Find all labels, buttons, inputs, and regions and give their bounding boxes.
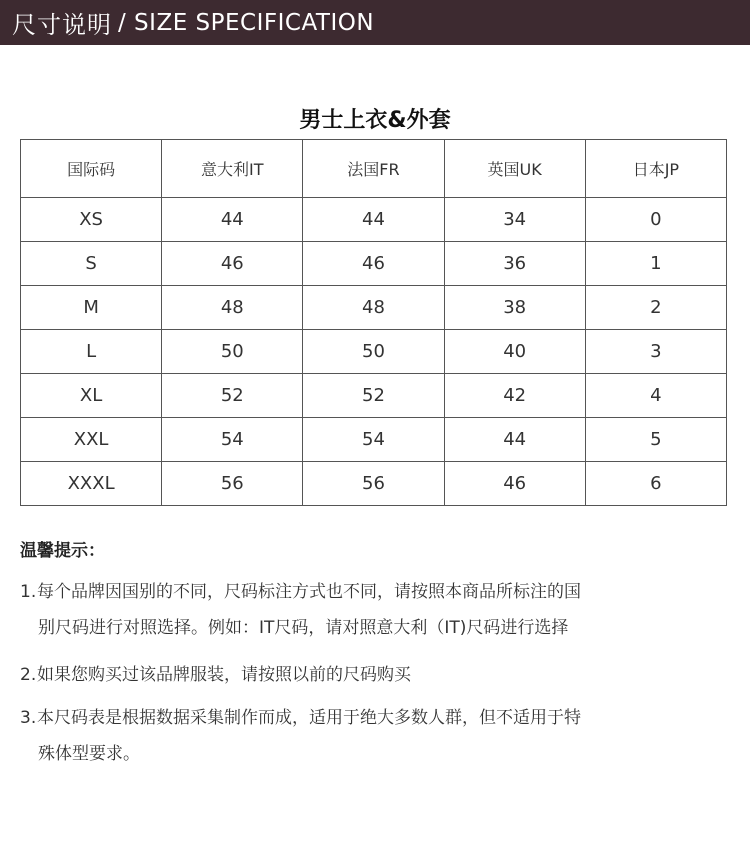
note-item-3 (20, 700, 720, 772)
note-item-2 (20, 657, 720, 693)
table-cell: L (21, 330, 162, 374)
table-cell: XS (21, 198, 162, 242)
table-cell: 54 (303, 418, 444, 462)
header-cell-intl: 国际码 (21, 140, 162, 198)
header-bar (0, 0, 750, 45)
table-cell: 46 (303, 242, 444, 286)
table-cell: 0 (585, 198, 726, 242)
note-line (20, 657, 720, 693)
header-cell-fr: 法国FR (303, 140, 444, 198)
table-cell: 48 (303, 286, 444, 330)
table-row (21, 418, 727, 462)
table-cell: 46 (162, 242, 303, 286)
table-cell: 48 (162, 286, 303, 330)
table-cell: 44 (444, 418, 585, 462)
table-cell: 42 (444, 374, 585, 418)
table-cell: 1 (585, 242, 726, 286)
table-title: 男士上衣&外套 (299, 108, 451, 133)
table-cell: 56 (162, 462, 303, 506)
table-cell: XL (21, 374, 162, 418)
header-cell-jp: 日本JP (585, 140, 726, 198)
table-cell: 38 (444, 286, 585, 330)
note-item-1 (20, 574, 720, 646)
table-cell: 52 (303, 374, 444, 418)
note-number: 2. (20, 665, 37, 685)
header-cell-uk: 英国UK (444, 140, 585, 198)
note-text: 每个品牌因国别的不同，尺码标注方式也不同，请按照本商品所标注的国 (37, 582, 581, 602)
table-header-row (21, 140, 727, 198)
header-title-cn: 尺寸说明 (12, 11, 112, 39)
table-cell: 50 (162, 330, 303, 374)
note-number: 1. (20, 582, 37, 602)
table-cell: 50 (303, 330, 444, 374)
table-cell: 54 (162, 418, 303, 462)
table-cell: 4 (585, 374, 726, 418)
table-row (21, 286, 727, 330)
table-row (21, 198, 727, 242)
table-cell: 3 (585, 330, 726, 374)
note-line (20, 574, 720, 610)
table-cell: M (21, 286, 162, 330)
note-text-continued: 殊体型要求。 (38, 744, 140, 764)
table-row (21, 374, 727, 418)
table-cell: 44 (303, 198, 444, 242)
note-line (20, 700, 720, 736)
table-cell: S (21, 242, 162, 286)
note-text: 本尺码表是根据数据采集制作而成，适用于绝大多数人群，但不适用于特 (37, 708, 581, 728)
table-cell: 46 (444, 462, 585, 506)
table-cell: 44 (162, 198, 303, 242)
header-cell-it: 意大利IT (162, 140, 303, 198)
table-cell: 56 (303, 462, 444, 506)
table-cell: 52 (162, 374, 303, 418)
table-row (21, 330, 727, 374)
table-cell: 5 (585, 418, 726, 462)
header-title-en: / SIZE SPECIFICATION (118, 9, 375, 36)
note-text-continued: 别尺码进行对照选择。例如：IT尺码，请对照意大利（IT)尺码进行选择 (38, 618, 569, 638)
table-cell: XXL (21, 418, 162, 462)
table-row (21, 462, 727, 506)
size-table (20, 139, 727, 506)
table-cell: 36 (444, 242, 585, 286)
table-row (21, 242, 727, 286)
note-number: 3. (20, 708, 37, 728)
table-cell: 6 (585, 462, 726, 506)
notes-title: 温馨提示： (20, 541, 105, 561)
table-cell: 2 (585, 286, 726, 330)
table-cell: 34 (444, 198, 585, 242)
table-cell: XXXL (21, 462, 162, 506)
note-text: 如果您购买过该品牌服装，请按照以前的尺码购买 (37, 665, 411, 685)
table-cell: 40 (444, 330, 585, 374)
